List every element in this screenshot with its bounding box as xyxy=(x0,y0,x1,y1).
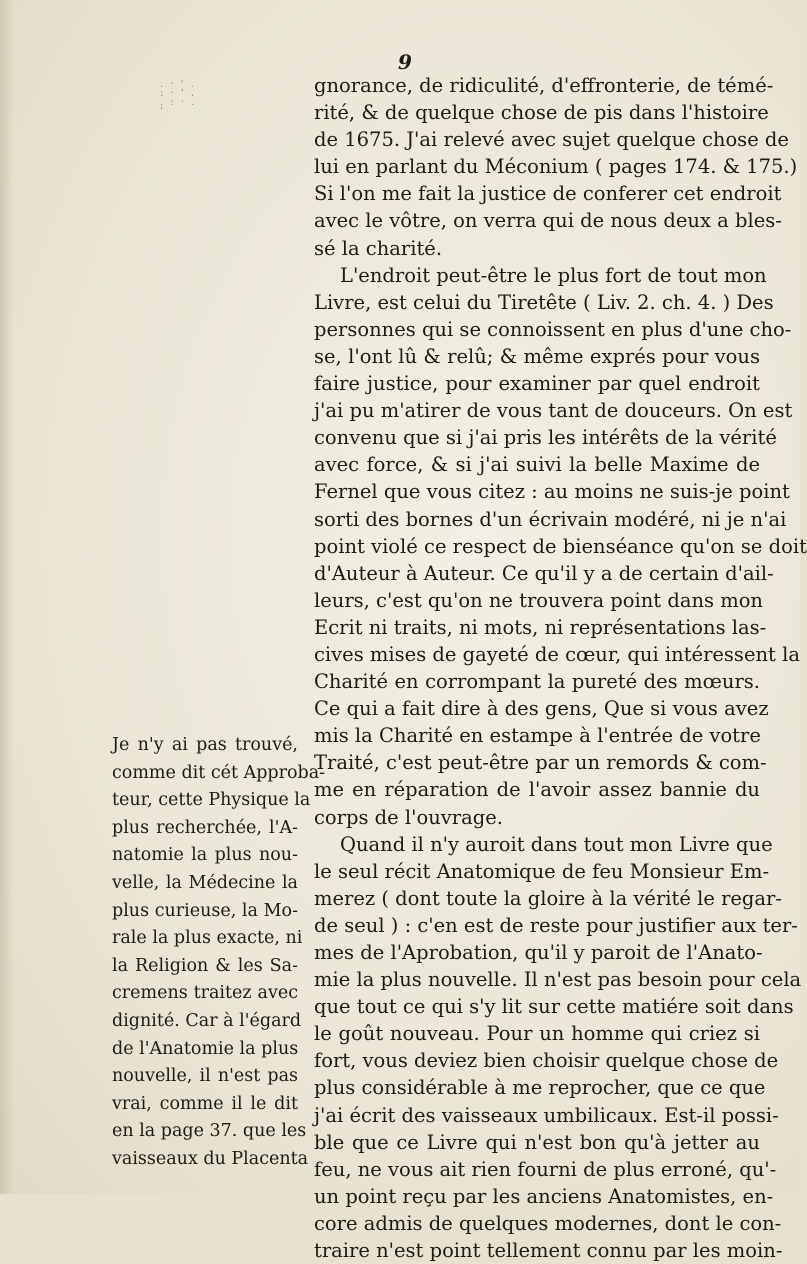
margin-line: nouvelle, il n'est pas xyxy=(112,1066,298,1087)
text-line: convenu que si j'ai pris les intérêts de la vérité xyxy=(314,426,777,450)
text-line: Fernel que vous citez : au moins ne suis-je point xyxy=(314,480,790,504)
text-line: le goût nouveau. Pour un homme qui criez si xyxy=(314,1022,760,1046)
page-number: 9 xyxy=(398,50,412,74)
margin-line: plus curieuse, la Mo- xyxy=(112,900,298,921)
text-line: corps de l'ouvrage. xyxy=(314,805,503,829)
margin-line: cremens traitez avec xyxy=(112,983,298,1004)
text-line: ble que ce Livre qui n'est bon qu'à jetter au xyxy=(314,1130,760,1154)
text-line: Traité, c'est peut-être par un remords & com- xyxy=(314,751,767,775)
text-line: mis la Charité en estampe à l'entrée de votre xyxy=(314,724,761,748)
margin-line: natomie la plus nou- xyxy=(112,845,298,866)
margin-line: comme dit cét Approba- xyxy=(112,762,326,783)
margin-line: dignité. Car à l'égard xyxy=(112,1010,302,1031)
text-line: un point reçu par les anciens Anatomistes, en- xyxy=(314,1184,774,1208)
text-line: point violé ce respect de bienséance qu'on se doit xyxy=(314,534,807,558)
text-line: de seul ) : c'en est de reste pour justifier aux ter- xyxy=(314,913,798,937)
text-line: Livre, est celui du Tiretête ( Liv. 2. ch. 4. ) Des xyxy=(314,290,774,314)
text-line: le seul récit Anatomique de feu Monsieur Em- xyxy=(314,859,770,883)
marginal-note xyxy=(112,732,326,1174)
text-line: leurs, c'est qu'on ne trouvera point dans mon xyxy=(314,588,763,612)
ink-specks: . · ' . : · ' . . : · . ' xyxy=(160,79,197,117)
text-line: merez ( dont toute la gloire à la vérité le regar- xyxy=(314,886,782,910)
text-line: j'ai écrit des vaisseaux umbilicaux. Est-il possi- xyxy=(314,1103,779,1127)
text-line: Ecrit ni traits, ni mots, ni représentations las- xyxy=(314,615,767,639)
text-line: me en réparation de l'avoir assez bannie du xyxy=(314,778,760,802)
text-line: Charité en corrompant la pureté des mœurs. xyxy=(314,670,760,694)
text-line: sé la charité. xyxy=(314,236,443,260)
text-line: se, l'ont lû & relû; & même exprés pour vous xyxy=(314,344,760,368)
text-line: faire justice, pour examiner par quel endroit xyxy=(314,372,760,396)
page-edge-shadow xyxy=(0,0,14,1194)
text-line: mes de l'Aprobation, qu'il y paroit de l'Anato- xyxy=(314,941,763,964)
text-line: avec force, & si j'ai suivi la belle Maxime de xyxy=(314,453,760,477)
text-line: d'Auteur à Auteur. Ce qu'il y a de certain d'ail- xyxy=(314,561,774,585)
text-line: plus considérable à me reprocher, que ce que xyxy=(314,1076,766,1100)
text-line: gnorance, de ridiculité, d'effronterie, de témé- xyxy=(314,74,774,97)
text-line: personnes qui se connoissent en plus d'une cho- xyxy=(314,317,792,341)
margin-line: plus recherchée, l'A- xyxy=(112,817,298,838)
text-line: j'ai pu m'atirer de vous tant de douceurs. On est xyxy=(314,399,793,423)
text-line: core admis de quelques modernes, dont le con- xyxy=(314,1211,782,1235)
text-line: traire n'est point tellement connu par les moin- xyxy=(314,1239,783,1263)
text-line: mie la plus nouvelle. Il n'est pas besoin pour cela xyxy=(314,968,802,992)
margin-line: vrai, comme il le dit xyxy=(112,1093,298,1114)
margin-line: en la page 37. que les xyxy=(112,1121,307,1142)
margin-line: teur, cette Physique la xyxy=(112,790,311,811)
text-line: rité, & de quelque chose de pis dans l'histoire xyxy=(314,101,769,125)
text-line: Si l'on me fait la justice de conferer cet endroit xyxy=(314,182,782,206)
text-line: que tout ce qui s'y lit sur cette matiére soit dans xyxy=(314,995,794,1019)
margin-line: rale la plus exacte, ni xyxy=(112,928,303,949)
text-line: sorti des bornes d'un écrivain modéré, ni je n'ai xyxy=(314,507,787,531)
text-line: fort, vous deviez bien choisir quelque chose de xyxy=(314,1049,779,1073)
text-line: L'endroit peut-être le plus fort de tout mon xyxy=(340,263,767,287)
main-text-column xyxy=(314,72,807,1264)
text-line: cives mises de gayeté de cœur, qui intéressent la xyxy=(314,642,800,666)
text-line: de 1675. J'ai relevé avec sujet quelque chose de xyxy=(314,128,789,152)
text-line: Ce qui a fait dire à des gens, Que si vous avez xyxy=(314,697,769,721)
margin-line: vaisseaux du Placenta xyxy=(112,1148,309,1169)
text-line: feu, ne vous ait rien fourni de plus erroné, qu'- xyxy=(314,1157,777,1181)
text-line: avec le vôtre, on verra qui de nous deux a bles- xyxy=(314,209,782,233)
margin-line: de l'Anatomie la plus xyxy=(112,1038,299,1059)
margin-line: Je n'y ai pas trouvé, xyxy=(112,735,298,755)
margin-line: velle, la Médecine la xyxy=(112,872,298,893)
text-line: Quand il n'y auroit dans tout mon Livre que xyxy=(340,832,773,856)
text-line: lui en parlant du Méconium ( pages 174. & 175.) xyxy=(314,155,798,179)
margin-line: la Religion & les Sa- xyxy=(112,955,298,976)
